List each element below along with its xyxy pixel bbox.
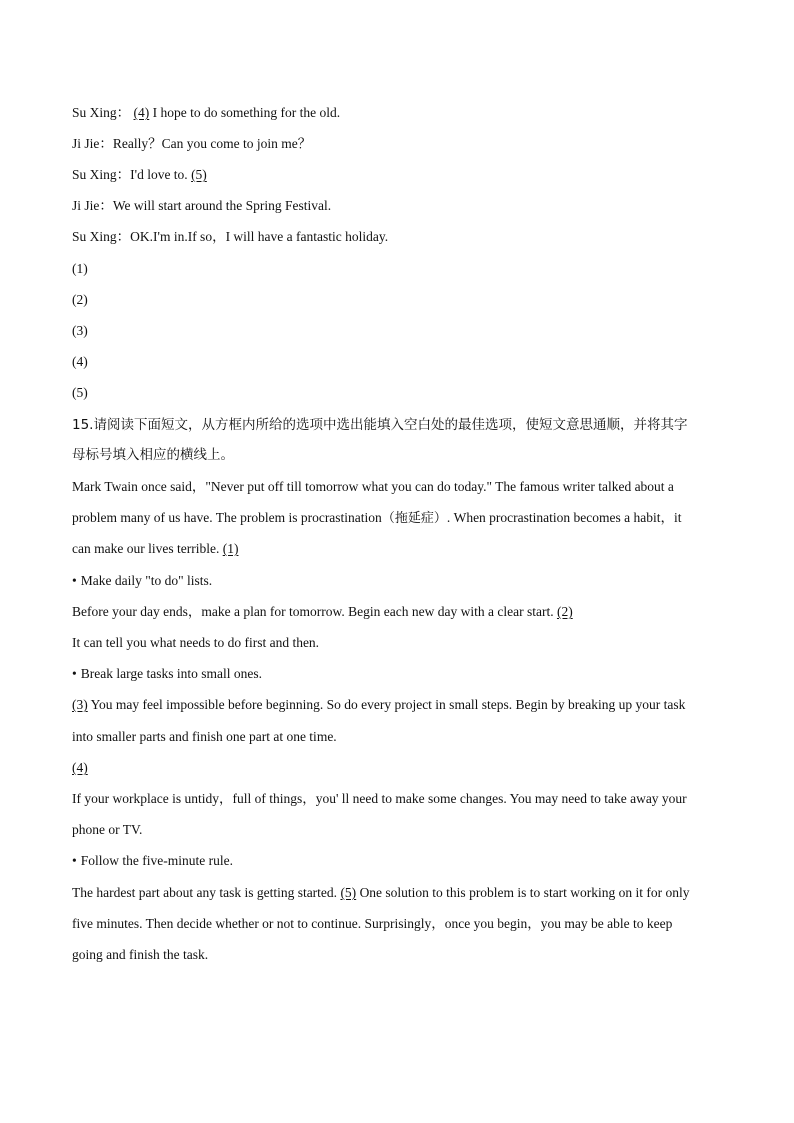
blank-4: (4) [72,760,88,775]
passage-line [72,884,722,902]
passage-text: can make our lives terrible. [72,541,220,556]
dialogue-line-2 [72,135,722,153]
bullet-text: Make daily "to do" lists. [80,573,213,588]
passage-line: Mark Twain once said，"Never put off till tomorrow what you can do today." The famous writer talked about a [72,479,674,494]
speaker: Su Xing： [72,229,131,244]
bullet-heading-2 [72,665,722,683]
answer-slot-1: (1) [72,261,88,276]
bullet-heading-3 [72,852,722,870]
passage-text: You may feel impossible before beginning. So do every project in small steps. Begin by breaking up your task [87,697,686,712]
passage-line: five minutes. Then decide whether or not to continue. Surprisingly，once you begin，you may be able to keep [72,916,673,931]
dialogue-text: Really？Can you come to join me？ [112,136,312,151]
passage-text: problem many of us have. The problem is procrastination [72,510,382,525]
blank-2: (2) [556,604,573,619]
passage-text: One solution to this problem is to start working on it for only [356,885,690,900]
dialogue-line-4 [72,197,722,215]
dialogue-text: I'd love to. [130,167,188,182]
answer-slot-5: (5) [72,385,88,400]
question-15-instruction-line-1: 15.请阅读下面短文，从方框内所给的选项中选出能填入空白处的最佳选项，使短文意思通顺，并将其字 [72,417,688,433]
blank-3: (3) [72,697,88,712]
answer-slot-3: (3) [72,323,88,338]
bullet-text: Follow the five-minute rule. [80,853,233,868]
question-15-instruction-line-2: 母标号填入相应的横线上。 [72,447,234,463]
bullet-heading-1 [72,572,722,590]
dialogue-line-3 [72,166,722,184]
passage-line: If your workplace is untidy，full of things，you' ll need to make some changes. You may need to take away your [72,791,687,806]
passage-line [72,540,722,558]
dialogue-text: OK.I'm in.If so，I will have a fantastic holiday. [130,229,389,244]
passage-line [72,603,722,621]
dialogue-line-1 [72,104,722,122]
passage-line [72,509,722,528]
blank-1: (1) [222,541,239,556]
passage-line: It can tell you what needs to do first and then. [72,635,320,650]
bullet-icon: • [72,573,77,588]
blank-5: (5) [191,167,207,182]
passage-line: phone or TV. [72,822,143,837]
answer-slot-2: (2) [72,292,88,307]
speaker: Ji Jie： [72,198,113,213]
passage-text: Before your day ends，make a plan for tomorrow. Begin each new day with a clear start. [72,604,554,619]
dialogue-text: I hope to do something for the old. [149,105,341,120]
passage-text: The hardest part about any task is getting started. [72,885,338,900]
dialogue-text: We will start around the Spring Festival. [112,198,332,213]
speaker: Su Xing： [72,105,131,120]
bullet-icon: • [72,666,77,681]
passage-line [72,759,722,777]
speaker: Ji Jie： [72,136,113,151]
speaker: Su Xing： [72,167,131,182]
blank-4: (4) [133,105,150,120]
blank-5: (5) [340,885,357,900]
passage-text: . When procrastination becomes a habit，it [446,510,682,525]
bullet-icon: • [72,853,77,868]
passage-text-cjk: （拖延症） [381,511,447,526]
answer-slot-4: (4) [72,354,88,369]
dialogue-line-5 [72,228,722,246]
passage-line: going and finish the task. [72,947,209,962]
passage-line: into smaller parts and finish one part at one time. [72,729,337,744]
bullet-text: Break large tasks into small ones. [80,666,262,681]
passage-line [72,696,722,714]
